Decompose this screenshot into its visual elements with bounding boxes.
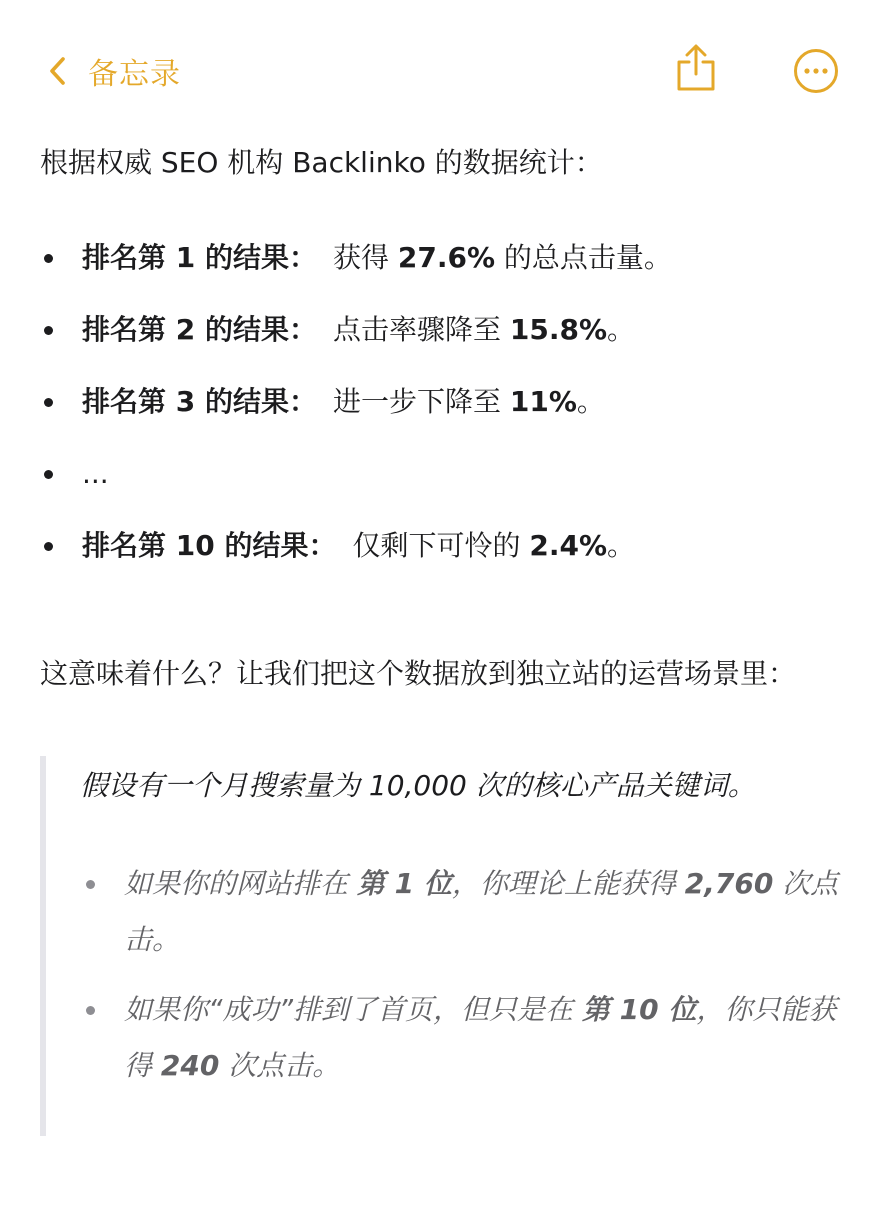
rank-label: 排名第 3 的结果： [82, 385, 317, 418]
share-icon [676, 44, 716, 92]
chevron-left-icon [48, 56, 66, 86]
paragraph-text: 这意味着什么？让我们把这个数据放到独立站的运营场景里： [40, 657, 797, 690]
stat-post: 。 [607, 529, 636, 562]
list-item [80, 856, 840, 968]
stat-post: 的总点击量。 [495, 241, 672, 274]
list-item [40, 308, 840, 380]
stat-pre: 获得 [332, 241, 398, 274]
stat-value: 15.8% [509, 313, 608, 346]
share-button[interactable] [676, 44, 716, 92]
bullet [86, 880, 95, 889]
list-item [80, 982, 840, 1094]
stat-pre: 进一步下降至 [332, 385, 510, 418]
stat-pre: 仅剩下可怜的 [352, 529, 530, 562]
bullet [44, 398, 53, 407]
rank-label: 排名第 1 的结果： [82, 241, 317, 274]
stat-post: 。 [607, 313, 636, 346]
stat-value: 11% [509, 385, 577, 418]
quote-mid: ，你理论上能获得 [451, 867, 685, 900]
quote-post: 次点击。 [219, 1049, 341, 1082]
list-item [40, 452, 840, 524]
rank-label: 排名第 10 的结果： [82, 529, 337, 562]
more-icon [793, 48, 839, 94]
bullet [44, 542, 53, 551]
stats-list [40, 236, 840, 596]
quote-bold: 2,760 [684, 867, 774, 900]
stat-value: 27.6% [397, 241, 496, 274]
quote-bold: 240 [160, 1049, 220, 1082]
back-button[interactable] [48, 50, 181, 92]
bullet [44, 254, 53, 263]
quote-list [80, 856, 840, 1108]
list-item [40, 236, 840, 308]
quote-post: 次点击。 [124, 867, 839, 956]
quote-bold: 第 10 位 [581, 993, 697, 1026]
blockquote [40, 756, 846, 1136]
quote-bold: 第 1 位 [356, 867, 452, 900]
bullet [86, 1006, 95, 1015]
bullet [44, 326, 53, 335]
list-item [40, 380, 840, 452]
quote-lead: 假设有一个月搜索量为 10,000 次的核心产品关键词。 [80, 769, 756, 802]
quote-mid: ，你只能获得 [124, 993, 837, 1082]
quote-pre: 如果你的网站排在 [124, 867, 357, 900]
stat-pre: 点击率骤降至 [332, 313, 510, 346]
ellipsis-text: ... [82, 457, 109, 490]
navigation-bar [0, 0, 880, 140]
stat-post: 。 [576, 385, 605, 418]
quote-pre: 如果你“成功”排到了首页，但只是在 [124, 993, 582, 1026]
stat-value: 2.4% [529, 529, 608, 562]
rank-label: 排名第 2 的结果： [82, 313, 317, 346]
back-label: 备忘录 [88, 57, 181, 92]
more-button[interactable] [793, 48, 839, 94]
bullet [44, 470, 53, 479]
intro-text: 根据权威 SEO 机构 Backlinko 的数据统计： [40, 146, 603, 179]
list-item [40, 524, 840, 596]
